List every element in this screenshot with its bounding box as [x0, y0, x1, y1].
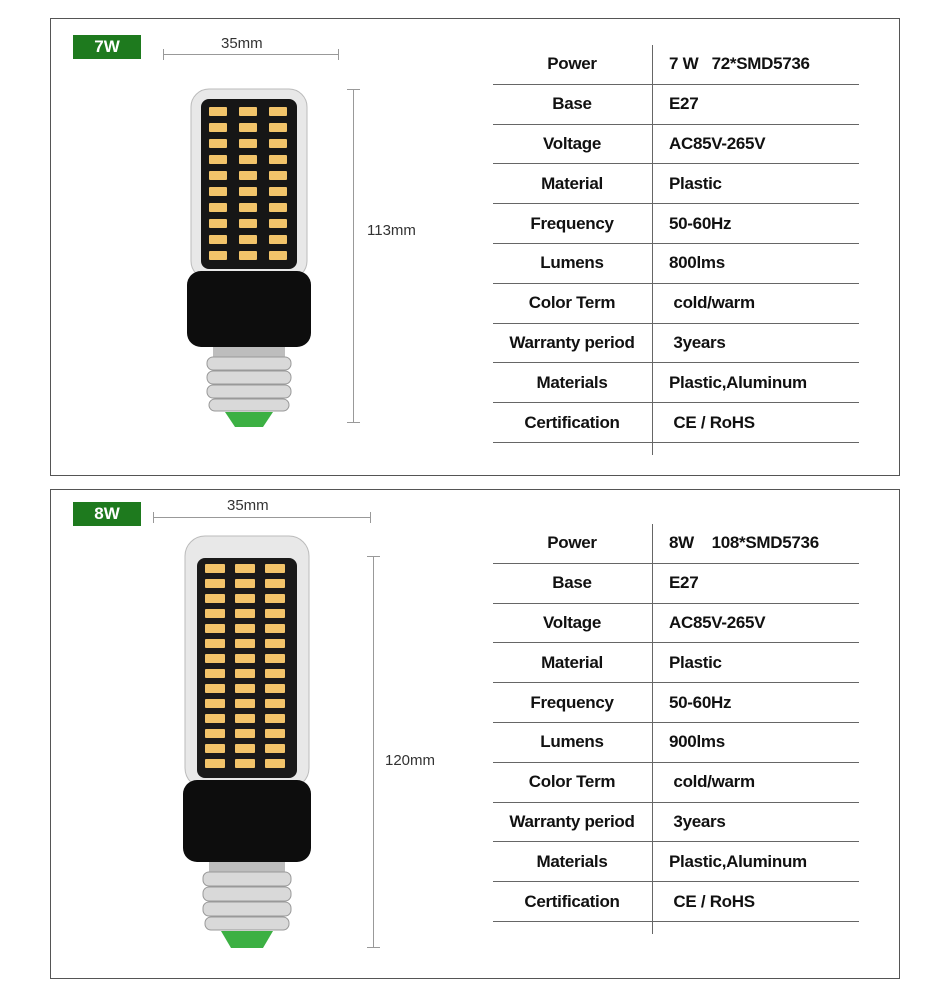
led-chip: [205, 609, 225, 618]
spec-value: CE / RoHS: [669, 412, 755, 432]
led-chip: [269, 251, 287, 260]
spec-value: AC85V-265V: [669, 612, 766, 632]
spec-key: Base: [552, 573, 592, 593]
led-chip: [265, 699, 285, 708]
spec-value: 3years: [669, 811, 726, 831]
corn-bulb-image: [177, 528, 317, 968]
spec-key: Color Term: [528, 772, 616, 792]
led-chip: [239, 203, 257, 212]
led-chip: [265, 564, 285, 573]
spec-row-base: [493, 564, 859, 604]
spec-row-frequency: [493, 204, 859, 244]
led-chip: [269, 171, 287, 180]
spec-key: Lumens: [540, 732, 604, 752]
width-dimension-label: 35mm: [221, 35, 263, 52]
led-chip: [205, 729, 225, 738]
led-chip: [269, 235, 287, 244]
spec-value: Plastic: [669, 652, 722, 672]
spec-row-power: [493, 45, 859, 85]
led-chip: [269, 155, 287, 164]
led-chip: [235, 729, 255, 738]
led-chip: [265, 639, 285, 648]
spec-row-frequency: [493, 683, 859, 723]
led-chip: [209, 107, 227, 116]
led-chip: [269, 139, 287, 148]
led-chip: [265, 579, 285, 588]
led-chip: [269, 219, 287, 228]
led-chip: [269, 123, 287, 132]
spec-table: [493, 524, 859, 922]
corn-bulb-image: [179, 79, 319, 439]
led-chip: [235, 639, 255, 648]
spec-value: CE / RoHS: [669, 891, 755, 911]
spec-row-certification: [493, 403, 859, 443]
spec-value: Plastic: [669, 173, 722, 193]
spec-row-color-term: [493, 284, 859, 324]
width-dimension-line: [153, 517, 371, 518]
spec-row-lumens: [493, 723, 859, 763]
led-chip: [209, 219, 227, 228]
spec-value: AC85V-265V: [669, 133, 766, 153]
led-chip: [209, 203, 227, 212]
spec-value: cold/warm: [669, 772, 755, 792]
product-panel-7w: [50, 18, 900, 476]
wattage-badge: 7W: [73, 35, 141, 59]
spec-row-materials: [493, 363, 859, 403]
spec-row-warranty: [493, 324, 859, 364]
led-chip: [235, 564, 255, 573]
led-chip: [265, 684, 285, 693]
spec-value: E27: [669, 573, 699, 593]
led-chip: [235, 669, 255, 678]
led-chip: [235, 579, 255, 588]
led-chip: [235, 699, 255, 708]
led-chip: [209, 155, 227, 164]
spec-key: Lumens: [540, 253, 604, 273]
width-dimension-line: [163, 54, 339, 55]
spec-key: Certification: [524, 891, 620, 911]
spec-table: [493, 45, 859, 443]
led-chip: [235, 744, 255, 753]
led-chip: [235, 594, 255, 603]
led-chip: [209, 123, 227, 132]
spec-value: cold/warm: [669, 293, 755, 313]
led-chip: [239, 139, 257, 148]
spec-value: 8W 108*SMD5736: [669, 533, 819, 553]
wattage-badge: 8W: [73, 502, 141, 526]
spec-value: E27: [669, 94, 699, 114]
led-chip: [265, 744, 285, 753]
led-chip: [209, 235, 227, 244]
spec-value: Plastic,Aluminum: [669, 372, 807, 392]
spec-row-certification: [493, 882, 859, 922]
led-chip: [205, 624, 225, 633]
led-chip: [239, 107, 257, 116]
height-dimension-line: [373, 556, 374, 948]
led-chip: [205, 579, 225, 588]
spec-value: Plastic,Aluminum: [669, 851, 807, 871]
spec-key: Voltage: [542, 133, 602, 153]
product-panel-8w: [50, 489, 900, 979]
led-chip: [239, 155, 257, 164]
spec-value: 50-60Hz: [669, 692, 732, 712]
spec-row-voltage: [493, 604, 859, 644]
spec-key: Color Term: [528, 293, 616, 313]
spec-value: 7 W 72*SMD5736: [669, 54, 810, 74]
spec-key: Materials: [536, 372, 608, 392]
spec-key: Materials: [536, 851, 608, 871]
spec-key: Frequency: [530, 213, 614, 233]
led-chip: [209, 139, 227, 148]
spec-row-material: [493, 164, 859, 204]
spec-key: Material: [541, 173, 603, 193]
led-chip: [265, 594, 285, 603]
led-chip: [235, 624, 255, 633]
spec-row-color-term: [493, 763, 859, 803]
spec-key: Voltage: [542, 612, 602, 632]
led-chip: [205, 654, 225, 663]
spec-key: Warranty period: [509, 332, 635, 352]
height-dimension-label: 120mm: [385, 752, 436, 769]
led-chip: [205, 564, 225, 573]
spec-row-voltage: [493, 125, 859, 165]
spec-key: Power: [547, 533, 597, 553]
led-chip: [269, 203, 287, 212]
led-chip: [205, 594, 225, 603]
led-chip: [265, 759, 285, 768]
led-chip: [235, 759, 255, 768]
led-chip: [209, 171, 227, 180]
spec-row-material: [493, 643, 859, 683]
width-dimension-label: 35mm: [227, 497, 269, 514]
led-chip: [235, 654, 255, 663]
led-chip: [239, 187, 257, 196]
spec-key: Power: [547, 54, 597, 74]
spec-value: 900lms: [669, 732, 725, 752]
spec-key: Base: [552, 94, 592, 114]
led-chip: [239, 251, 257, 260]
spec-row-materials: [493, 842, 859, 882]
led-chip: [265, 609, 285, 618]
led-chip: [265, 729, 285, 738]
spec-row-warranty: [493, 803, 859, 843]
led-chip: [235, 684, 255, 693]
led-chip: [209, 187, 227, 196]
spec-key: Warranty period: [509, 811, 635, 831]
led-chip: [205, 714, 225, 723]
led-chip: [265, 669, 285, 678]
spec-key: Material: [541, 652, 603, 672]
led-chip: [269, 187, 287, 196]
led-chip: [239, 171, 257, 180]
led-chip: [205, 744, 225, 753]
led-chip: [205, 684, 225, 693]
led-chip: [205, 759, 225, 768]
led-chip: [235, 609, 255, 618]
led-chip: [265, 654, 285, 663]
spec-key: Certification: [524, 412, 620, 432]
spec-key: Frequency: [530, 692, 614, 712]
height-dimension-label: 113mm: [367, 222, 416, 239]
led-chip: [239, 235, 257, 244]
led-chip: [209, 251, 227, 260]
led-chip: [239, 123, 257, 132]
led-chip: [205, 639, 225, 648]
height-dimension-line: [353, 89, 354, 423]
led-chip: [235, 714, 255, 723]
led-chip: [265, 714, 285, 723]
spec-value: 3years: [669, 332, 726, 352]
led-chip: [205, 699, 225, 708]
spec-value: 50-60Hz: [669, 213, 732, 233]
spec-value: 800lms: [669, 253, 725, 273]
spec-row-lumens: [493, 244, 859, 284]
spec-row-power: [493, 524, 859, 564]
led-chip: [265, 624, 285, 633]
spec-row-base: [493, 85, 859, 125]
led-chip: [205, 669, 225, 678]
led-chip: [239, 219, 257, 228]
led-chip: [269, 107, 287, 116]
